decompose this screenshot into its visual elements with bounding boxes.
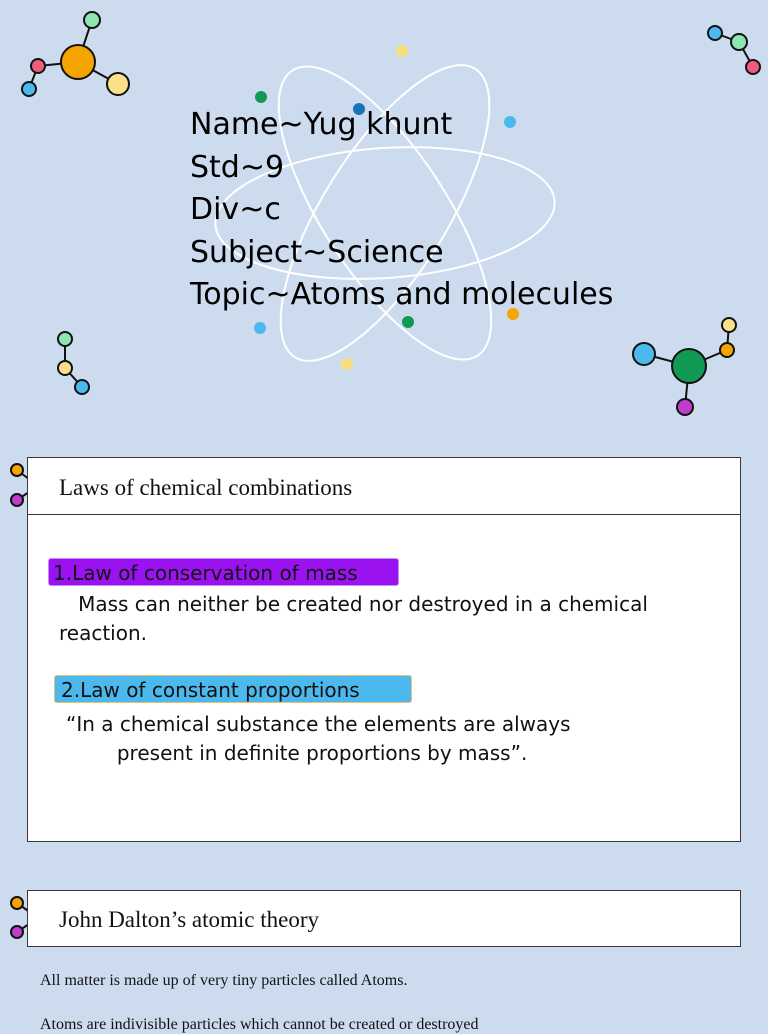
- molecule-icon: [708, 26, 760, 74]
- dalton-line-1: All matter is made up of very tiny particles called Atoms.: [40, 972, 408, 989]
- molecule-icon: [22, 12, 129, 96]
- molecule-icon: [58, 332, 89, 394]
- law1-text: Mass can neither be created nor destroyed in a chemical reaction.: [59, 592, 648, 645]
- dalton-section-box: [27, 890, 741, 947]
- law1-label: 1.Law of conservation of mass: [48, 558, 399, 586]
- law2-label: 2.Law of constant proportions: [54, 675, 412, 703]
- laws-section-header: Laws of chemical combinations: [28, 458, 740, 515]
- dalton-line-2: Atoms are indivisible particles which cannot be created or destroyed: [40, 1016, 479, 1033]
- title-line-topic: Topic~Atoms and molecules: [190, 277, 614, 312]
- dalton-section-header: John Dalton’s atomic theory: [59, 907, 319, 932]
- title-line-div: Div~c: [190, 192, 281, 227]
- title-block: [190, 104, 613, 317]
- laws-section-box: [27, 457, 741, 842]
- title-line-std: Std~9: [190, 149, 285, 185]
- title-line-name: Name~Yug khunt: [190, 107, 453, 142]
- title-line-subject: Subject~Science: [190, 234, 444, 270]
- law2-text: “In a chemical substance the elements are always present in definite proportions by mass”.: [66, 712, 571, 765]
- molecule-icon: [633, 318, 736, 415]
